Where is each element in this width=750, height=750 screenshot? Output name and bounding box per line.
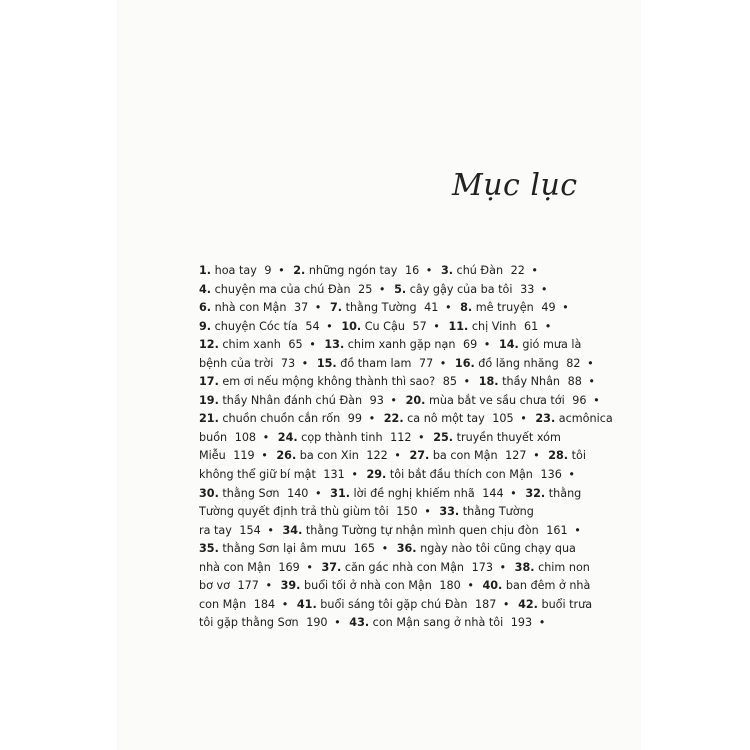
- toc-line: [199, 447, 586, 466]
- toc-entry-title: không thể giữ bí mật: [199, 468, 316, 482]
- toc-entry-title: chuồn chuồn cắn rốn: [222, 412, 341, 426]
- toc-entry-title: đồ lăng nhăng: [478, 356, 559, 370]
- toc-line: [199, 262, 539, 281]
- toc-entry-number: 11.: [448, 319, 469, 333]
- toc-entry-title: truyền thuyết xóm: [456, 430, 561, 444]
- toc-entry: [199, 412, 384, 425]
- toc-line: [199, 503, 539, 522]
- toc-entry-title: em ơi nếu mộng không thành thì sao?: [222, 375, 436, 389]
- toc-line: [199, 596, 593, 615]
- toc-entry-title: hoa tay: [214, 264, 257, 277]
- toc-entry-number: 14.: [498, 338, 519, 352]
- toc-entry-page: 69: [459, 338, 478, 352]
- toc-entry-number: 37.: [321, 560, 342, 574]
- toc-entry-title: thằng Tường: [345, 301, 417, 315]
- toc-separator: •: [529, 449, 540, 463]
- toc-line: [199, 559, 590, 578]
- toc-entry-title: tôi gặp thằng Sơn: [199, 616, 299, 630]
- toc-separator: •: [330, 616, 341, 630]
- toc-entry-number: 39.: [280, 579, 301, 593]
- toc-entry-number: 9.: [199, 319, 212, 333]
- toc-entry-title: nhà con Mận: [199, 560, 271, 574]
- toc-entry-title: buổi tối ở nhà con Mận: [304, 579, 432, 593]
- toc-entry: [455, 357, 599, 370]
- toc-entry: [499, 338, 581, 351]
- toc-entry: [518, 598, 592, 611]
- toc-line: [199, 392, 600, 411]
- toc-entry-page: 37: [290, 301, 309, 315]
- toc-entry-number: 5.: [394, 282, 407, 296]
- toc-entry: [448, 320, 556, 333]
- toc-entry-page: 22: [507, 264, 525, 277]
- toc-entry-page: 16: [401, 264, 420, 277]
- toc-separator: •: [263, 523, 274, 537]
- toc-line: [199, 522, 581, 541]
- toc-entry-page: 77: [415, 356, 434, 370]
- toc-separator: •: [558, 301, 569, 315]
- toc-separator: •: [463, 579, 474, 593]
- toc-entry-number: 20.: [405, 393, 426, 407]
- toc-entry-page: 112: [386, 430, 412, 444]
- toc-entry-title: thầy Nhân: [502, 375, 561, 389]
- toc-entry-page: 150: [392, 505, 418, 519]
- toc-entry: [199, 375, 479, 388]
- toc-entry-page: 54: [301, 319, 320, 333]
- toc-entry-number: 43.: [349, 616, 370, 630]
- toc-entry: [479, 375, 600, 388]
- toc-entry: [384, 412, 536, 425]
- toc-separator: •: [420, 505, 431, 519]
- toc-entry-number: 13.: [324, 338, 345, 352]
- toc-entry-title: căn gác nhà con Mận: [344, 560, 465, 574]
- toc-separator: •: [278, 597, 289, 611]
- toc-separator: •: [298, 356, 309, 370]
- toc-entry-page: 190: [302, 616, 328, 630]
- toc-entry-number: 35.: [199, 542, 219, 556]
- toc-entry-page: 140: [283, 486, 309, 500]
- toc-entry: [199, 616, 349, 629]
- toc-separator: •: [499, 597, 510, 611]
- toc-separator: •: [378, 542, 389, 556]
- toc-separator: •: [516, 412, 527, 426]
- toc-entry-number: 25.: [433, 430, 454, 444]
- toc-entry-title: con Mận: [199, 597, 247, 611]
- toc-entry-title: bơ vơ: [199, 579, 230, 593]
- toc-separator: •: [480, 338, 491, 352]
- toc-entry-number: 17.: [199, 375, 219, 389]
- toc-separator: •: [460, 375, 471, 389]
- toc-separator: •: [570, 523, 581, 537]
- toc-entry-page: 93: [366, 393, 384, 407]
- toc-entry-page: 180: [435, 579, 461, 593]
- toc-entry-number: 1.: [199, 264, 212, 277]
- toc-separator: •: [429, 319, 440, 333]
- toc-entry: [278, 431, 433, 444]
- toc-entry-title: ba con Mận: [432, 449, 498, 463]
- toc-line: [199, 540, 576, 559]
- toc-entry-number: 38.: [514, 560, 535, 574]
- toc-entry-page: 161: [542, 523, 568, 537]
- toc-entry-title: acmônica: [558, 412, 613, 426]
- toc-entry-title: thằng Sơn: [222, 486, 280, 500]
- toc-entry-title: chim xanh: [222, 338, 281, 352]
- toc-entry: [199, 505, 439, 518]
- toc-entry-title: những ngón tay: [308, 264, 398, 277]
- toc-entry-page: 57: [408, 319, 427, 333]
- toc-separator: •: [541, 319, 552, 333]
- toc-entry-page: 73: [277, 356, 296, 370]
- toc-entry: [199, 357, 317, 370]
- toc-entry: [199, 598, 297, 611]
- toc-entry-title: buồn: [199, 430, 228, 444]
- toc-entry-number: 24.: [277, 430, 298, 444]
- toc-entry: [409, 449, 548, 462]
- toc-entry-page: 65: [284, 338, 303, 352]
- toc-entry-page: 177: [233, 579, 259, 593]
- toc-entry-page: 49: [537, 301, 556, 315]
- toc-line: [199, 355, 594, 374]
- toc-entry-title: tôi: [571, 449, 586, 463]
- toc-entry: [341, 320, 448, 333]
- toc-separator: •: [259, 430, 270, 444]
- toc-line: [199, 299, 569, 318]
- toc-entry-page: 184: [250, 597, 276, 611]
- toc-line: [199, 466, 575, 485]
- toc-entry-title: mê truyện: [475, 301, 534, 315]
- toc-entry-number: 7.: [329, 301, 343, 315]
- toc-entry-number: 23.: [535, 412, 556, 426]
- toc-separator: •: [537, 282, 548, 296]
- toc-entry: [276, 449, 409, 462]
- toc-separator: •: [436, 356, 447, 370]
- toc-entry: [199, 449, 276, 462]
- toc-entry-title: chuyện ma của chú Đàn: [214, 282, 351, 296]
- toc-entry-page: 85: [439, 375, 457, 389]
- toc-entry: [199, 283, 394, 296]
- toc-entry-number: 41.: [296, 597, 317, 611]
- toc-line: [199, 373, 595, 392]
- toc-separator: •: [347, 468, 358, 482]
- toc-entry-page: 144: [478, 486, 504, 500]
- toc-entry-number: 40.: [482, 579, 503, 593]
- toc-entry: [515, 561, 590, 574]
- table-of-contents: [199, 262, 613, 633]
- toc-entry: [525, 487, 581, 500]
- toc-entry-page: 82: [562, 356, 581, 370]
- toc-entry-number: 31.: [330, 486, 350, 500]
- toc-entry: [349, 616, 550, 629]
- toc-entry-page: 154: [235, 523, 261, 537]
- toc-entry-page: 119: [229, 449, 255, 463]
- toc-entry-title: ba con Xin: [299, 449, 359, 463]
- toc-entry-number: 32.: [525, 486, 546, 500]
- toc-entry-title: Cu Cậu: [364, 319, 405, 333]
- toc-separator: •: [506, 486, 517, 500]
- toc-entry-title: lời đề nghị khiếm nhã: [353, 486, 475, 500]
- toc-entry: [199, 487, 330, 500]
- toc-entry-page: 169: [274, 560, 300, 574]
- toc-entry: [199, 431, 278, 444]
- toc-entry-title: ra tay: [199, 523, 232, 537]
- toc-entry: [293, 264, 441, 277]
- toc-entry-page: 127: [501, 449, 527, 463]
- toc-entry: [321, 561, 514, 574]
- toc-entry-title: thằng Tường: [462, 505, 534, 519]
- toc-entry-title: thằng: [548, 486, 582, 500]
- toc-entry: [330, 487, 525, 500]
- toc-entry-page: 165: [350, 542, 376, 556]
- toc-entry: [548, 449, 586, 462]
- toc-entry-page: 136: [536, 468, 562, 482]
- toc-entry-title: tôi bắt đầu thích con Mận: [389, 468, 533, 482]
- toc-entry-page: 61: [520, 319, 539, 333]
- toc-line: [199, 577, 591, 596]
- toc-entry-title: thằng Tường tự nhận mình quen chịu đòn: [305, 523, 539, 537]
- toc-entry-page: 41: [420, 301, 439, 315]
- toc-entry: [199, 301, 330, 314]
- toc-entry-title: con Mận sang ở nhà tôi: [372, 616, 504, 630]
- toc-separator: •: [305, 338, 316, 352]
- toc-entry: [199, 264, 293, 277]
- toc-entry-number: 29.: [366, 468, 387, 482]
- toc-line: [199, 336, 582, 355]
- toc-line: [199, 429, 561, 448]
- toc-separator: •: [322, 319, 333, 333]
- toc-entry: [324, 338, 499, 351]
- toc-entry-number: 28.: [548, 449, 569, 463]
- toc-entry-page: 193: [507, 616, 533, 630]
- toc-entry-title: Miễu: [199, 449, 226, 463]
- toc-entry-title: buổi sáng tôi gặp chú Đàn: [320, 597, 468, 611]
- toc-entry-page: 96: [568, 393, 587, 407]
- toc-separator: •: [495, 560, 507, 574]
- toc-entry-number: 16.: [454, 356, 475, 370]
- toc-entry-page: 99: [344, 412, 363, 426]
- toc-entry-title: gió mưa là: [522, 338, 582, 352]
- toc-separator: •: [311, 486, 322, 500]
- toc-entry-number: 33.: [439, 505, 460, 519]
- toc-entry-number: 19.: [199, 393, 219, 407]
- toc-separator: •: [583, 356, 594, 370]
- toc-entry-page: 187: [471, 597, 497, 611]
- toc-entry: [439, 505, 533, 518]
- toc-entry-title: ban đêm ở nhà: [505, 579, 591, 593]
- toc-entry: [199, 579, 281, 592]
- toc-entry: [199, 468, 366, 481]
- toc-entry-page: 33: [516, 282, 535, 296]
- toc-separator: •: [564, 468, 575, 482]
- toc-entry-title: chuyện Cóc tía: [214, 319, 298, 333]
- toc-separator: •: [274, 264, 285, 277]
- toc-entry: [283, 524, 586, 537]
- toc-entry: [535, 412, 612, 425]
- toc-entry-title: nhà con Mận: [214, 301, 287, 315]
- toc-separator: •: [422, 264, 433, 277]
- toc-entry-page: 9: [260, 264, 272, 277]
- toc-entry-number: 3.: [440, 264, 453, 277]
- toc-line: [199, 281, 548, 300]
- toc-entry: [330, 301, 460, 314]
- toc-entry-number: 4.: [199, 282, 212, 296]
- toc-entry: [281, 579, 483, 592]
- toc-entry-number: 18.: [478, 375, 499, 389]
- toc-entry-page: 122: [362, 449, 388, 463]
- toc-entry-page: 131: [319, 468, 345, 482]
- toc-entry-page: 108: [231, 430, 257, 444]
- toc-entry-number: 34.: [282, 523, 303, 537]
- toc-entry: [433, 431, 561, 444]
- toc-entry: [366, 468, 580, 481]
- toc-entry: [397, 542, 576, 555]
- toc-entry-title: chú Đàn: [456, 264, 504, 277]
- toc-separator: •: [257, 449, 268, 463]
- toc-separator: •: [441, 301, 452, 315]
- toc-entry-title: đồ tham lam: [340, 356, 412, 370]
- toc-separator: •: [535, 616, 546, 630]
- toc-separator: •: [311, 301, 322, 315]
- toc-separator: •: [365, 412, 376, 426]
- toc-entry-number: 6.: [199, 301, 212, 315]
- page-title: Mục lục: [452, 168, 578, 203]
- toc-entry: [317, 357, 455, 370]
- toc-entry-number: 42.: [518, 597, 538, 611]
- toc-line: [199, 485, 582, 504]
- toc-separator: •: [302, 560, 313, 574]
- toc-entry-number: 21.: [199, 412, 219, 426]
- toc-entry-number: 12.: [199, 338, 219, 352]
- toc-entry: [199, 524, 283, 537]
- toc-line: [199, 318, 552, 337]
- toc-entry: [199, 542, 397, 555]
- toc-entry-title: buổi trưa: [541, 597, 593, 611]
- toc-entry: [460, 301, 574, 314]
- toc-separator: •: [386, 393, 398, 407]
- toc-entry-page: 173: [468, 560, 493, 574]
- toc-entry: [199, 338, 324, 351]
- toc-entry-number: 36.: [396, 542, 417, 556]
- toc-entry-title: cọp thành tinh: [301, 430, 383, 444]
- toc-line: [199, 614, 546, 633]
- toc-entry: [199, 394, 406, 407]
- toc-entry-number: 10.: [341, 319, 362, 333]
- toc-entry-title: chim non: [538, 560, 590, 574]
- toc-entry-number: 15.: [316, 356, 337, 370]
- toc-separator: •: [589, 393, 600, 407]
- toc-separator: •: [261, 579, 273, 593]
- toc-entry-number: 27.: [409, 449, 430, 463]
- toc-separator: •: [584, 375, 595, 389]
- toc-entry-title: bệnh của trời: [199, 356, 274, 370]
- toc-line: [199, 410, 613, 429]
- toc-separator: •: [375, 282, 386, 296]
- toc-entry-title: thằng Sơn lại âm mưu: [222, 542, 347, 556]
- toc-entry-number: 30.: [199, 486, 219, 500]
- toc-separator: •: [414, 430, 425, 444]
- toc-entry-title: ngày nào tôi cũng chạy qua: [420, 542, 576, 556]
- toc-entry: [199, 561, 321, 574]
- toc-entry: [199, 320, 341, 333]
- toc-entry-title: chị Vinh: [471, 319, 517, 333]
- toc-separator: •: [527, 264, 539, 277]
- toc-entry-title: chim xanh gặp nạn: [347, 338, 456, 352]
- toc-entry-number: 8.: [460, 301, 473, 315]
- toc-entry-page: 105: [488, 412, 514, 426]
- toc-entry-title: mùa bắt ve sầu chưa tới: [428, 393, 565, 407]
- toc-separator: •: [390, 449, 401, 463]
- toc-entry-title: Tường quyết định trả thù giùm tôi: [199, 505, 389, 519]
- toc-entry: [482, 579, 590, 592]
- toc-entry: [406, 394, 605, 407]
- toc-entry: [441, 264, 543, 277]
- toc-entry-title: ca nô một tay: [407, 412, 485, 426]
- toc-entry-number: 26.: [276, 449, 297, 463]
- toc-entry: [394, 283, 552, 296]
- toc-entry-page: 88: [564, 375, 582, 389]
- toc-entry-title: cây gậy của ba tôi: [409, 282, 513, 296]
- toc-entry-number: 2.: [293, 264, 306, 277]
- toc-entry: [297, 598, 518, 611]
- toc-entry-title: thầy Nhân đánh chú Đàn: [222, 393, 363, 407]
- toc-entry-number: 22.: [383, 412, 404, 426]
- toc-entry-page: 25: [354, 282, 373, 296]
